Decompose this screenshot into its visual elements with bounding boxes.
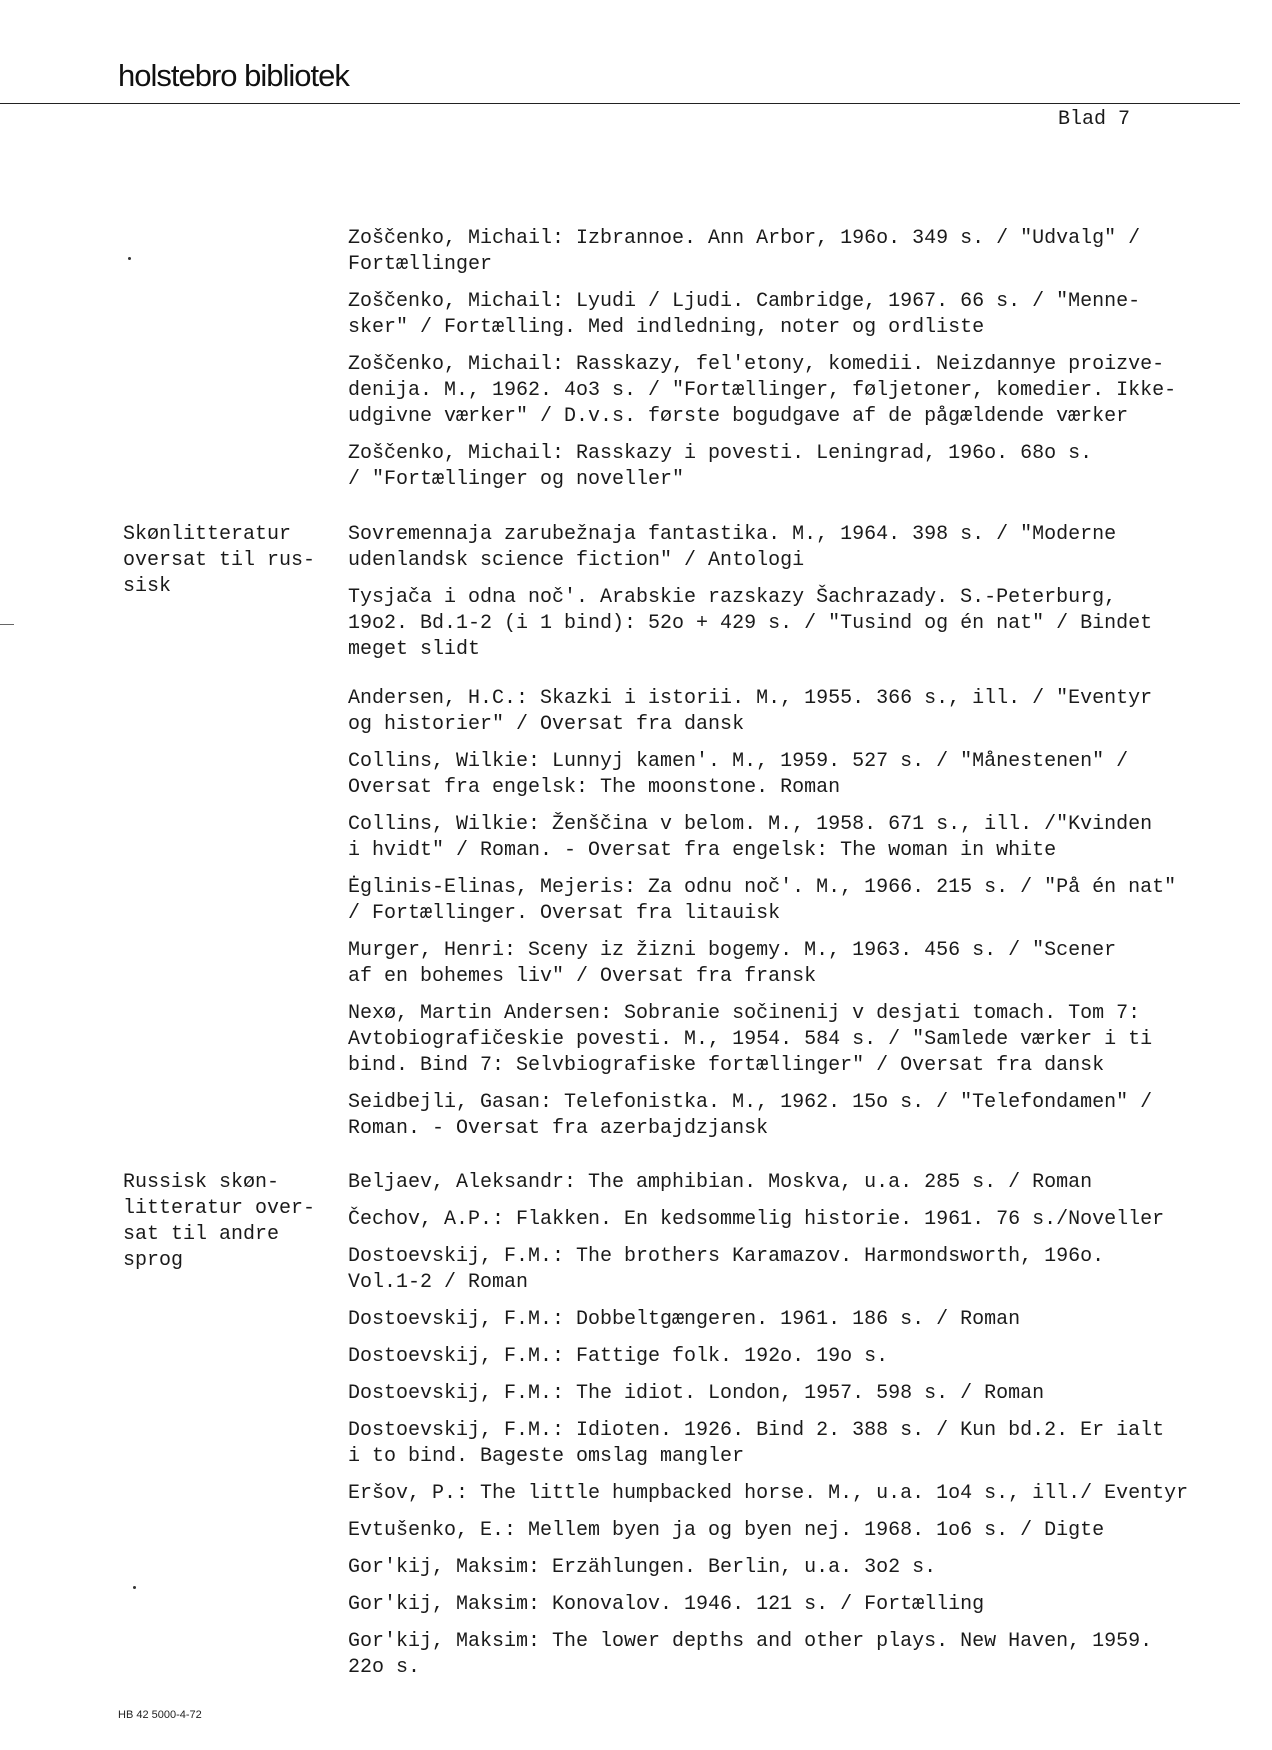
catalog-entry: Ėglinis-Elinas, Mejeris: Za odnu noč'. M., 1966. 215 s. / "På én nat" / Fortællinger. Oversat fra litauisk	[348, 876, 1177, 925]
catalog-entry: Dostoevskij, F.M.: Idioten. 1926. Bind 2. 388 s. / Kun bd.2. Er ialt i to bind. Bageste omslag mangler	[348, 1419, 1165, 1468]
catalog-entry: Nexø, Martin Andersen: Sobranie sočinenij v desjati tomach. Tom 7: Avtobiografičeskie povesti. M., 1954. 584 s. / "Samlede værker i ti bind. Bind 7: Selvbiografiske fortællinger" / Oversat fra dansk	[348, 1002, 1153, 1077]
margin-dot	[128, 257, 131, 260]
header-rule	[0, 103, 1240, 104]
catalog-entry: Zoščenko, Michail: Rasskazy, fel'etony, komedii. Neizdannye proizve- denija. M., 1962. 4o3 s. / "Fortællinger, føljetoner, komedier. Ikke- udgivne værker" / D.v.s. første bogudgave af de pågældende værker	[348, 353, 1177, 428]
catalog-entry: Tysjača i odna noč'. Arabskie razskazy Šachrazady. S.-Peterburg, 19o2. Bd.1-2 (i 1 bind): 52o + 429 s. / "Tusind og én nat" / Bindet meget slidt	[348, 586, 1153, 661]
entry-list	[348, 522, 1248, 1153]
section-label: Skønlitteratur oversat til rus- sisk	[123, 523, 316, 598]
catalog-entry: Dostoevskij, F.M.: Fattige folk. 192o. 19o s.	[348, 1345, 889, 1368]
catalog-entry: Collins, Wilkie: Ženščina v belom. M., 1958. 671 s., ill. /"Kvinden i hvidt" / Roman. - Oversat fra engelsk: The woman in white	[348, 813, 1153, 862]
catalog-entry: Dostoevskij, F.M.: The idiot. London, 1957. 598 s. / Roman	[348, 1382, 1045, 1405]
letterhead: holstebro bibliotek	[118, 58, 349, 93]
catalog-entry: Sovremennaja zarubežnaja fantastika. M., 1964. 398 s. / "Moderne udenlandsk science fiction" / Antologi	[348, 523, 1117, 572]
catalog-entry: Evtušenko, E.: Mellem byen ja og byen nej. 1968. 1o6 s. / Digte	[348, 1519, 1105, 1542]
catalog-entry: Gor'kij, Maksim: Konovalov. 1946. 121 s. / Fortælling	[348, 1593, 985, 1616]
catalog-entry: Beljaev, Aleksandr: The amphibian. Moskva, u.a. 285 s. / Roman	[348, 1171, 1093, 1194]
catalog-entry: Zoščenko, Michail: Lyudi / Ljudi. Cambridge, 1967. 66 s. / "Menne- sker" / Fortælling. Med indledning, noter og ordliste	[348, 290, 1141, 339]
catalog-entry: Eršov, P.: The little humpbacked horse. M., u.a. 1o4 s., ill./ Eventyr	[348, 1482, 1189, 1505]
sheet-number: Blad 7	[1058, 108, 1131, 131]
margin-mark	[0, 624, 14, 625]
catalog-entry: Seidbejli, Gasan: Telefonistka. M., 1962. 15o s. / "Telefondamen" / Roman. - Oversat fra azerbajdzjansk	[348, 1091, 1153, 1140]
catalog-entry: Zoščenko, Michail: Rasskazy i povesti. Leningrad, 196o. 68o s. / "Fortællinger og noveller"	[348, 442, 1093, 491]
catalog-entry: Collins, Wilkie: Lunnyj kamen'. M., 1959. 527 s. / "Månestenen" / Oversat fra engelsk: The moonstone. Roman	[348, 750, 1129, 799]
catalog-entry: Andersen, H.C.: Skazki i istorii. M., 1955. 366 s., ill. / "Eventyr og historier" / Oversat fra dansk	[348, 687, 1153, 736]
entry-list	[348, 226, 1248, 504]
section-label: Russisk skøn- litteratur over- sat til andre sprog	[123, 1171, 316, 1272]
catalog-entry: Dostoevskij, F.M.: The brothers Karamazov. Harmondsworth, 196o. Vol.1-2 / Roman	[348, 1245, 1105, 1294]
catalog-entry: Dostoevskij, F.M.: Dobbeltgængeren. 1961. 186 s. / Roman	[348, 1308, 1021, 1331]
catalog-entry: Zoščenko, Michail: Izbrannoe. Ann Arbor, 196o. 349 s. / "Udvalg" / Fortællinger	[348, 227, 1141, 276]
catalog-entry: Gor'kij, Maksim: The lower depths and other plays. New Haven, 1959. 22o s.	[348, 1630, 1153, 1679]
margin-dot	[133, 1586, 136, 1589]
catalog-entry: Murger, Henri: Sceny iz žizni bogemy. M., 1963. 456 s. / "Scener af en bohemes liv" / Oversat fra fransk	[348, 939, 1117, 988]
catalog-entry: Gor'kij, Maksim: Erzählungen. Berlin, u.a. 3o2 s.	[348, 1556, 937, 1579]
entry-list	[348, 1170, 1248, 1692]
form-code: HB 42 5000-4-72	[118, 1709, 202, 1721]
catalog-entry: Čechov, A.P.: Flakken. En kedsommelig historie. 1961. 76 s./Noveller	[348, 1208, 1165, 1231]
